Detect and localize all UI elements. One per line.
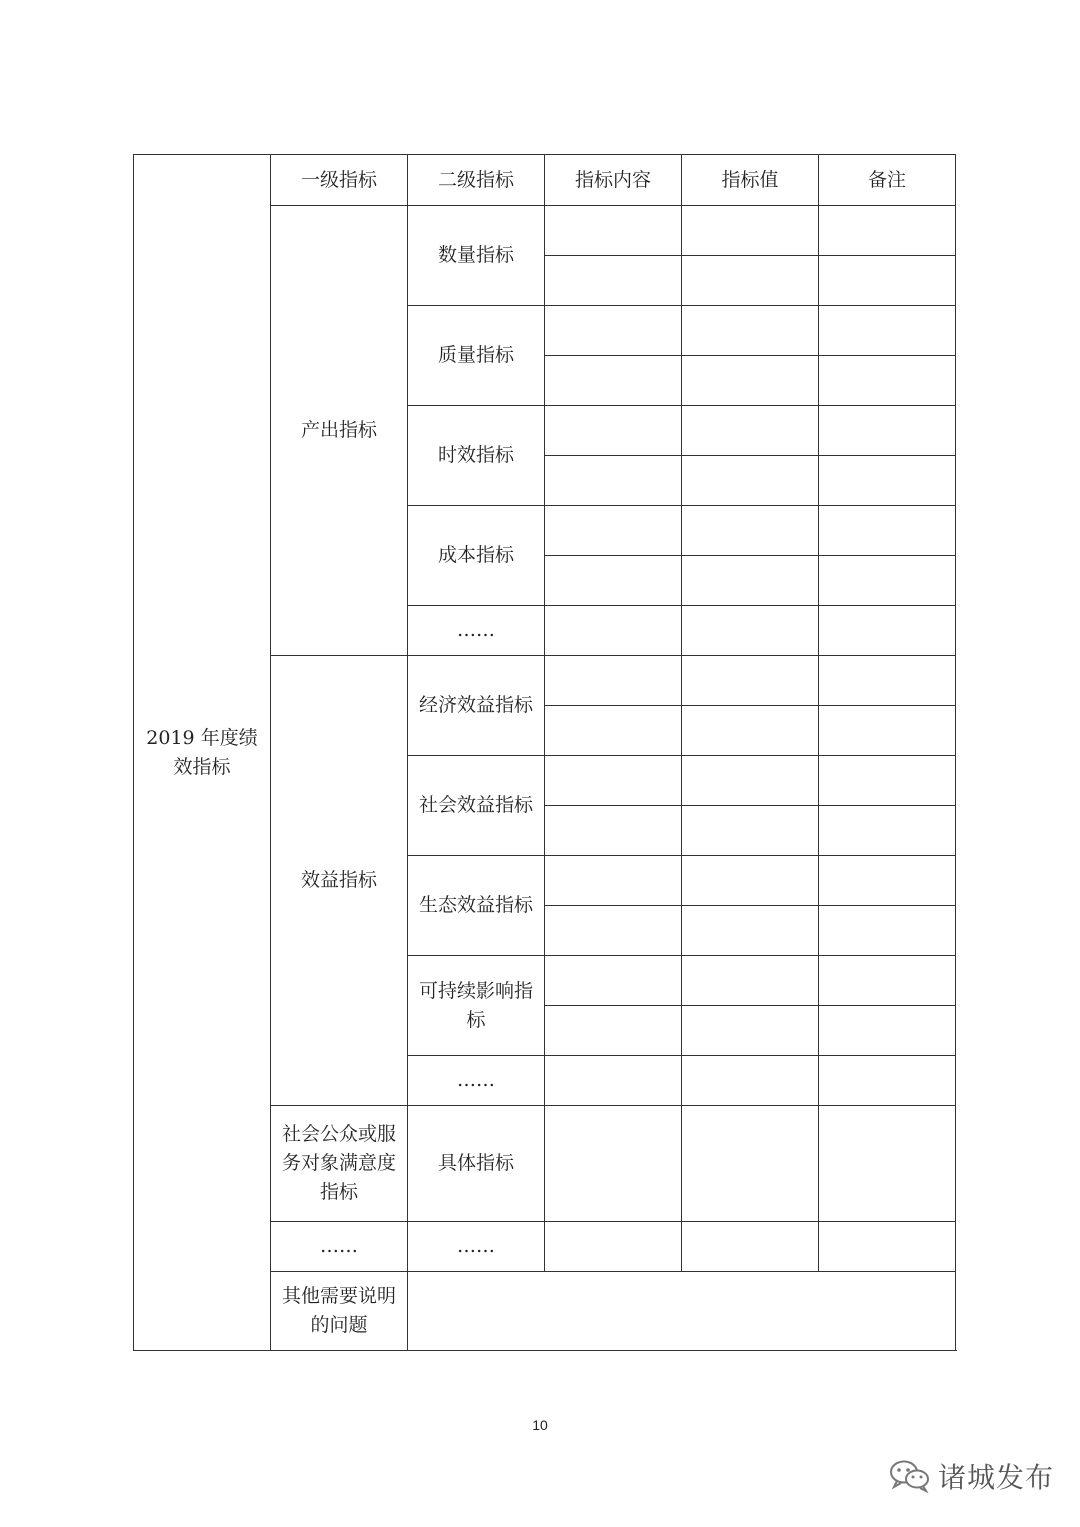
header-level1: 一级指标	[271, 155, 408, 206]
value-cell	[682, 656, 819, 706]
content-cell	[545, 756, 682, 806]
header-value: 指标值	[682, 155, 819, 206]
page-number: 10	[532, 1417, 548, 1433]
remark-cell	[819, 1222, 956, 1272]
annual-indicator-label: 2019 年度绩效指标	[134, 155, 271, 1351]
content-cell	[545, 356, 682, 406]
value-cell	[682, 556, 819, 606]
timeliness-indicator-label: 时效指标	[408, 406, 545, 506]
content-cell	[545, 1006, 682, 1056]
value-cell	[682, 1222, 819, 1272]
content-cell	[545, 956, 682, 1006]
content-cell	[545, 906, 682, 956]
performance-indicator-table	[133, 154, 956, 1351]
quantity-indicator-label: 数量指标	[408, 206, 545, 306]
value-cell	[682, 806, 819, 856]
value-cell	[682, 906, 819, 956]
header-content: 指标内容	[545, 155, 682, 206]
value-cell	[682, 306, 819, 356]
remark-cell	[819, 406, 956, 456]
benefit-more-label: ……	[408, 1056, 545, 1106]
value-cell	[682, 456, 819, 506]
header-remark: 备注	[819, 155, 956, 206]
value-cell	[682, 1106, 819, 1222]
remark-cell	[819, 706, 956, 756]
remark-cell	[819, 1106, 956, 1222]
remark-cell	[819, 1006, 956, 1056]
wechat-icon	[888, 1458, 932, 1494]
economic-benefit-label: 经济效益指标	[408, 656, 545, 756]
remark-cell	[819, 756, 956, 806]
benefit-indicator-label: 效益指标	[271, 656, 408, 1106]
other-notes-label: 其他需要说明的问题	[271, 1272, 408, 1351]
specific-indicator-label: 具体指标	[408, 1106, 545, 1222]
remark-cell	[819, 256, 956, 306]
value-cell	[682, 856, 819, 906]
content-cell	[545, 606, 682, 656]
remark-cell	[819, 856, 956, 906]
satisfaction-indicator-label: 社会公众或服务对象满意度指标	[271, 1106, 408, 1222]
content-cell	[545, 556, 682, 606]
ecological-benefit-label: 生态效益指标	[408, 856, 545, 956]
remark-cell	[819, 506, 956, 556]
wechat-watermark	[888, 1456, 1054, 1496]
value-cell	[682, 956, 819, 1006]
remark-cell	[819, 556, 956, 606]
social-benefit-label: 社会效益指标	[408, 756, 545, 856]
content-cell	[545, 256, 682, 306]
value-cell	[682, 356, 819, 406]
output-more-label: ……	[408, 606, 545, 656]
sustainable-impact-label: 可持续影响指标	[408, 956, 545, 1056]
remark-cell	[819, 456, 956, 506]
content-cell	[545, 1222, 682, 1272]
content-cell	[545, 806, 682, 856]
value-cell	[682, 206, 819, 256]
more-level2-label: ……	[408, 1222, 545, 1272]
remark-cell	[819, 206, 956, 256]
content-cell	[545, 1056, 682, 1106]
value-cell	[682, 506, 819, 556]
quality-indicator-label: 质量指标	[408, 306, 545, 406]
remark-cell	[819, 356, 956, 406]
watermark-text: 诸城发布	[938, 1461, 1055, 1494]
value-cell	[682, 256, 819, 306]
output-indicator-label: 产出指标	[271, 206, 408, 656]
value-cell	[682, 1056, 819, 1106]
more-level1-label: ……	[271, 1222, 408, 1272]
content-cell	[545, 656, 682, 706]
remark-cell	[819, 806, 956, 856]
header-level2: 二级指标	[408, 155, 545, 206]
cost-indicator-label: 成本指标	[408, 506, 545, 606]
remark-cell	[819, 306, 956, 356]
value-cell	[682, 1006, 819, 1056]
content-cell	[545, 1106, 682, 1222]
remark-cell	[819, 606, 956, 656]
content-cell	[545, 706, 682, 756]
value-cell	[682, 706, 819, 756]
content-cell	[545, 306, 682, 356]
remark-cell	[819, 1056, 956, 1106]
value-cell	[682, 756, 819, 806]
remark-cell	[819, 906, 956, 956]
remark-cell	[819, 956, 956, 1006]
other-notes-cell	[408, 1272, 956, 1351]
value-cell	[682, 406, 819, 456]
content-cell	[545, 206, 682, 256]
content-cell	[545, 506, 682, 556]
value-cell	[682, 606, 819, 656]
content-cell	[545, 456, 682, 506]
remark-cell	[819, 656, 956, 706]
content-cell	[545, 406, 682, 456]
content-cell	[545, 856, 682, 906]
